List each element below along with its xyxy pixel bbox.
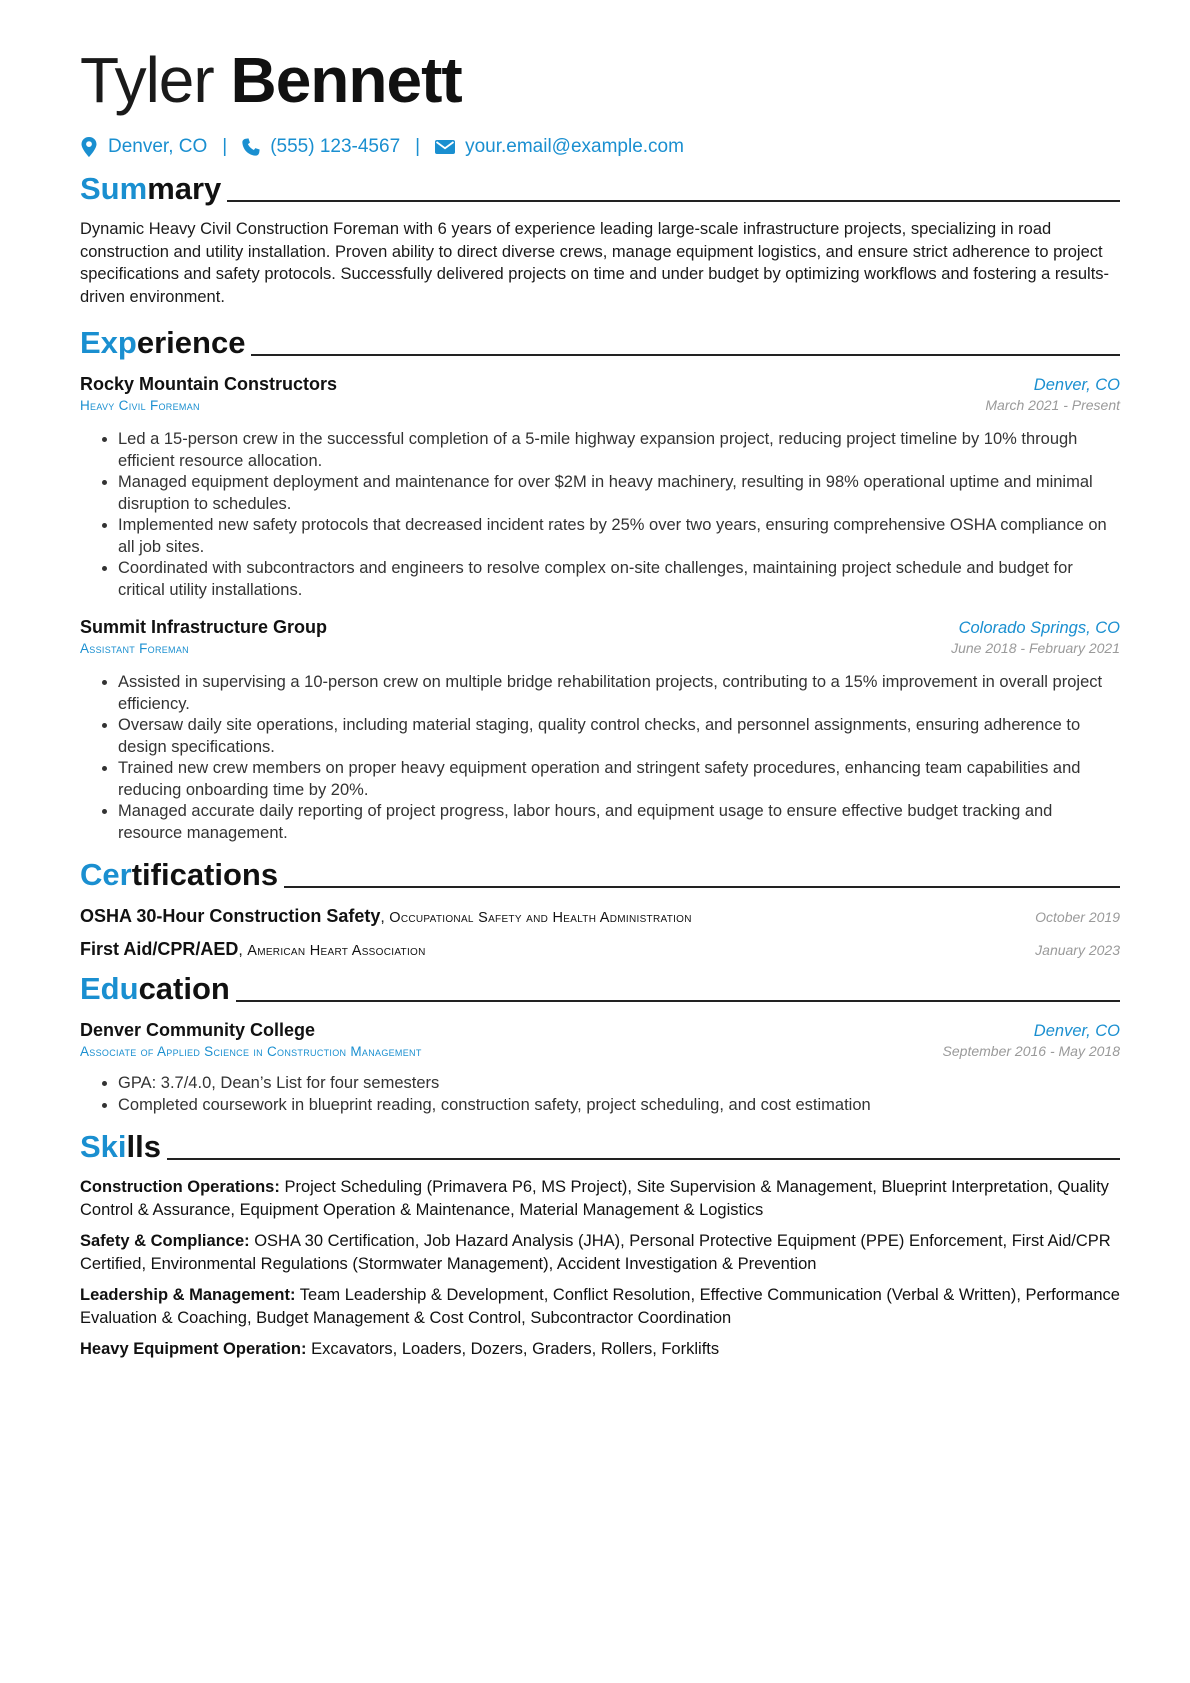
envelope-icon <box>435 137 455 157</box>
certification-issuer: Occupational Safety and Health Administration <box>389 910 692 926</box>
map-pin-icon <box>80 137 98 157</box>
degree: Associate of Applied Science in Construction Management <box>80 1044 422 1059</box>
location-text: Denver, CO <box>108 136 208 157</box>
skill-text: Team Leadership & Development, Conflict Resolution, Effective Communication (Verbal & Written), Performance Evaluation & Coaching, Budget Management & Cost Control, Subcontractor Coordination <box>80 1286 1120 1327</box>
phone-icon <box>242 137 260 157</box>
skill-text: Project Scheduling (Primavera P6, MS Project), Site Supervision & Management, Blueprint Interpretation, Quality Control & Assurance, Equipment Operation & Maintenance, Material Management & Logistics <box>80 1178 1109 1219</box>
section-rule <box>284 886 1120 888</box>
skill-label: Construction Operations: <box>80 1178 280 1196</box>
phone-text: (555) 123-4567 <box>270 136 401 157</box>
first-name: Tyler <box>80 44 214 116</box>
title-accent: Edu <box>80 971 139 1006</box>
bullet-item: • Trained new crew members on proper heavy equipment operation and stringent safety procedures, enhancing team capabilities and reducing onboarding time by 20%. <box>118 758 1120 801</box>
bullet-item: • Oversaw daily site operations, including material staging, quality control checks, and personnel assignments, ensuring adherence to design specifications. <box>118 715 1120 758</box>
education-entry <box>80 1020 1120 1116</box>
skill-label: Leadership & Management: <box>80 1286 296 1304</box>
skill-label: Safety & Compliance: <box>80 1232 250 1250</box>
section-rule <box>251 354 1120 356</box>
contact-line <box>80 134 1120 160</box>
title-rest: lls <box>126 1129 161 1164</box>
job-dates: June 2018 - February 2021 <box>951 640 1120 656</box>
job-location: Colorado Springs, CO <box>958 619 1120 637</box>
skill-group <box>80 1338 1120 1361</box>
title-rest: cation <box>138 971 230 1006</box>
section-header-skills <box>80 1126 1120 1164</box>
section-rule <box>227 200 1120 202</box>
skill-group <box>80 1284 1120 1329</box>
section-header-certifications <box>80 854 1120 892</box>
email-link[interactable]: your.email@example.com <box>465 136 684 157</box>
title-rest: mary <box>147 171 222 206</box>
title-accent: Exp <box>80 325 137 360</box>
job-bullets <box>80 429 1120 601</box>
title-accent: Ski <box>80 1129 127 1164</box>
skill-group <box>80 1230 1120 1275</box>
section-title <box>80 972 230 1006</box>
skill-text: Excavators, Loaders, Dozers, Graders, Rollers, Forklifts <box>311 1340 720 1358</box>
section-rule <box>236 1000 1120 1002</box>
education-dates: September 2016 - May 2018 <box>942 1043 1120 1059</box>
certification-date: October 2019 <box>1035 909 1120 925</box>
candidate-name <box>80 40 1120 120</box>
last-name: Bennett <box>230 44 462 116</box>
certification-item: First Aid/CPR/AED, American Heart Association January 2023 <box>80 939 1120 959</box>
company-name: Summit Infrastructure Group <box>80 617 328 637</box>
job-title: Assistant Foreman <box>80 641 189 656</box>
job-entry <box>80 617 1120 844</box>
certification-name: First Aid/CPR/AED <box>80 939 239 959</box>
bullet-item: • Led a 15-person crew in the successful completion of a 5-mile highway expansion project, reducing project timeline by 10% through efficient resource allocation. <box>118 429 1120 472</box>
title-rest: erience <box>136 325 246 360</box>
skill-text: OSHA 30 Certification, Job Hazard Analysis (JHA), Personal Protective Equipment (PPE) Enforcement, First Aid/CPR Certified, Environmental Regulations (Stormwater Management), Accident Investigation & Prevention <box>80 1232 1111 1273</box>
job-bullets <box>80 672 1120 844</box>
job-location: Denver, CO <box>1033 376 1120 394</box>
bullet-item: • Managed accurate daily reporting of project progress, labor hours, and equipment usage to ensure effective budget tracking and resource management. <box>118 801 1120 844</box>
contact-separator: | <box>415 136 421 157</box>
company-name: Rocky Mountain Constructors <box>80 374 338 394</box>
section-header-experience <box>80 322 1120 360</box>
job-entry <box>80 374 1120 601</box>
skill-label: Heavy Equipment Operation: <box>80 1340 307 1358</box>
summary-text: Dynamic Heavy Civil Construction Foreman with 6 years of experience leading large-scale infrastructure projects, specializing in road construction and utility installation. Proven ability to direct diverse crews, manage equipment logistics, and ensure strict adherence to project specifications and safety protocols. Successfully delivered projects on time and under budget by optimizing workflows and fostering a results-driven environment. <box>80 220 1110 306</box>
contact-separator: | <box>222 136 228 157</box>
job-title: Heavy Civil Foreman <box>80 398 200 413</box>
certification-issuer: American Heart Association <box>247 943 426 959</box>
bullet-item: • Completed coursework in blueprint reading, construction safety, project scheduling, and cost estimation <box>118 1095 1120 1117</box>
bullet-item: • Assisted in supervising a 10-person crew on multiple bridge rehabilitation projects, contributing to a 15% improvement in overall project efficiency. <box>118 672 1120 715</box>
section-title <box>80 1130 161 1164</box>
section-title <box>80 326 245 360</box>
certification-item: OSHA 30-Hour Construction Safety, Occupational Safety and Health Administration October 2019 <box>80 906 1120 926</box>
section-rule <box>167 1158 1120 1160</box>
section-header-education <box>80 968 1120 1006</box>
section-title <box>80 172 221 206</box>
skill-group <box>80 1176 1120 1221</box>
contact-email[interactable] <box>435 136 684 158</box>
title-accent: Sum <box>80 171 148 206</box>
school-name: Denver Community College <box>80 1020 316 1040</box>
bullet-item: • Coordinated with subcontractors and engineers to resolve complex on-site challenges, maintaining project schedule and budget for critical utility installations. <box>118 558 1120 601</box>
school-location: Denver, CO <box>1033 1022 1120 1040</box>
bullet-item: • Implemented new safety protocols that decreased incident rates by 25% over two years, ensuring comprehensive OSHA compliance on all job sites. <box>118 515 1120 558</box>
bullet-item: • GPA: 3.7/4.0, Dean’s List for four semesters <box>118 1073 1120 1095</box>
job-dates: March 2021 - Present <box>985 397 1120 413</box>
contact-phone[interactable] <box>242 136 400 158</box>
section-title <box>80 858 278 892</box>
certification-name: OSHA 30-Hour Construction Safety <box>80 906 381 926</box>
bullet-item: • Managed equipment deployment and maintenance for over $2M in heavy machinery, resulting in 98% operational uptime and minimal disruption to schedules. <box>118 472 1120 515</box>
education-bullets <box>80 1073 1120 1116</box>
title-rest: tifications <box>131 857 279 892</box>
title-accent: Cer <box>80 857 132 892</box>
section-header-summary <box>80 168 1120 206</box>
contact-location <box>80 136 207 158</box>
certification-date: January 2023 <box>1035 942 1120 958</box>
